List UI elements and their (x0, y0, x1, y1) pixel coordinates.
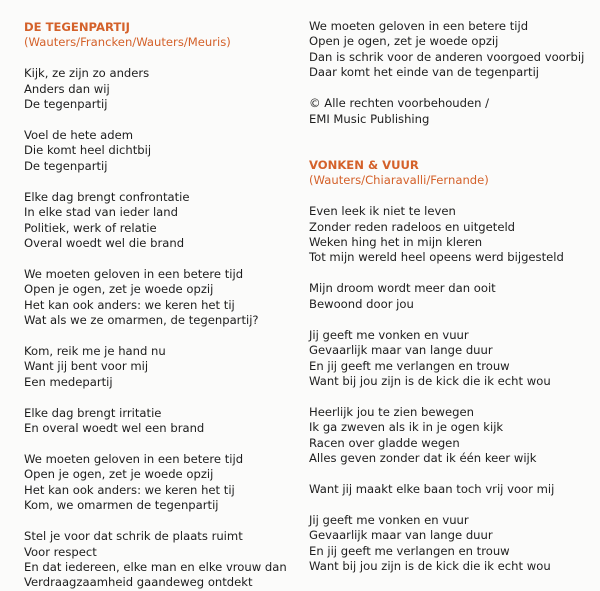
lyric-line: Stel je voor dat schrik de plaats ruimt (24, 529, 243, 544)
lyric-line: En jij geeft me verlangen en trouw (309, 358, 510, 373)
lyric-line: De tegenpartij (24, 97, 108, 112)
stanza (24, 267, 296, 329)
lyric-line: Dan is schrik voor de anderen voorgoed voorbij (309, 49, 585, 64)
lyric-line: Elke dag brengt confrontatie (24, 189, 190, 204)
lyric-line: Want jij maakt elke baan toch vrij voor mij (309, 481, 555, 496)
stanza (309, 513, 581, 575)
lyric-line: Die komt heel dichtbij (24, 143, 152, 158)
lyric-line: Het kan ook anders: we keren het tij (24, 482, 235, 497)
lyric-line: Wat als we ze omarmen, de tegenpartij? (24, 313, 259, 328)
song-block-vonken-en-vuur (309, 157, 581, 575)
lyric-line: De tegenpartij (24, 158, 108, 173)
lyric-line: Een medepartij (24, 374, 113, 389)
lyric-line: Open je ogen, zet je woede opzij (309, 34, 499, 49)
lyric-line: Gevaarlijk maar van lange duur (309, 528, 493, 543)
lyric-line: Jij geeft me vonken en vuur (309, 327, 469, 342)
stanza (24, 452, 296, 514)
song-title-vonken-en-vuur: VONKEN & VUUR (309, 157, 419, 172)
lyric-line: Want bij jou zijn is de kick die ik echt wou (309, 559, 551, 574)
stanza (309, 281, 581, 312)
lyric-line: Verdraagzaamheid gaandeweg ontdekt (24, 575, 253, 590)
stanza (309, 204, 581, 266)
lyric-line: Open je ogen, zet je woede opzij (24, 467, 214, 482)
lyric-line: Open je ogen, zet je woede opzij (24, 282, 214, 297)
stanza (24, 406, 296, 437)
stanza (24, 128, 296, 174)
stanza-continuation (309, 19, 585, 81)
lyric-line: Overal woedt wel die brand (24, 235, 185, 250)
lyric-line: We moeten geloven in een betere tijd (309, 19, 529, 33)
lyric-line: En dat iedereen, elke man en elke vrouw dan (24, 559, 287, 574)
lyric-line: Jij geeft me vonken en vuur (309, 512, 469, 527)
song-credits-de-tegenpartij: (Wauters/Francken/Wauters/Meuris) (24, 35, 231, 50)
lyric-line: Weken hing het in mijn kleren (309, 235, 483, 250)
copyright-notice (309, 96, 581, 127)
lyric-line: We moeten geloven in een betere tijd (24, 452, 244, 467)
stanza (24, 66, 296, 112)
lyric-line: Mijn droom wordt meer dan ooit (309, 281, 496, 296)
lyric-line: Heerlijk jou te zien bewegen (309, 404, 474, 419)
lyric-line: Het kan ook anders: we keren het tij (24, 297, 235, 312)
stanza (309, 405, 581, 467)
lyric-line: Politiek, werk of relatie (24, 220, 157, 235)
lyric-line: Kom, we omarmen de tegenpartij (24, 498, 219, 513)
lyric-line: Voor respect (24, 544, 97, 559)
left-column (24, 19, 296, 591)
stanza (24, 190, 296, 252)
lyric-line: We moeten geloven in een betere tijd (24, 266, 244, 281)
song-title-de-tegenpartij: DE TEGENPARTIJ (24, 20, 130, 34)
lyric-line: En overal woedt wel een brand (24, 421, 205, 436)
lyric-line: Anders dan wij (24, 81, 110, 96)
lyric-line: Ik ga zweven als ik in je ogen kijk (309, 420, 504, 435)
lyric-line: Bewoond door jou (309, 296, 414, 311)
lyric-line: Alles geven zonder dat ik één keer wijk (309, 451, 537, 466)
song-credits-vonken-en-vuur: (Wauters/Chiaravalli/Fernande) (309, 173, 489, 188)
stanza (24, 529, 296, 591)
lyric-line: Daar komt het einde van de tegenpartij (309, 65, 540, 80)
lyric-line: Even leek ik niet te leven (309, 204, 456, 219)
lyric-line: Elke dag brengt irritatie (24, 405, 162, 420)
lyric-line: Voel de hete adem (24, 128, 134, 143)
lyric-line: En jij geeft me verlangen en trouw (309, 543, 510, 558)
lyric-line: Gevaarlijk maar van lange duur (309, 343, 493, 358)
lyric-line: In elke stad van ieder land (24, 205, 178, 220)
lyric-line: Tot mijn wereld heel opeens werd bijgesteld (309, 250, 564, 265)
copyright-line: EMI Music Publishing (309, 111, 430, 126)
lyric-line: Kom, reik me je hand nu (24, 344, 166, 358)
stanza (309, 328, 581, 390)
stanza (24, 344, 296, 390)
stanza (309, 482, 581, 497)
lyric-line: Racen over gladde wegen (309, 435, 460, 450)
lyric-line: Want bij jou zijn is de kick die ik echt wou (309, 373, 551, 388)
lyric-line: Zonder reden radeloos en uitgeteld (309, 219, 516, 234)
lyric-line: Want jij bent voor mij (24, 359, 149, 374)
right-column (309, 19, 585, 574)
lyric-line: Kijk, ze zijn zo anders (24, 66, 150, 81)
copyright-line: © Alle rechten voorbehouden / (309, 96, 490, 111)
